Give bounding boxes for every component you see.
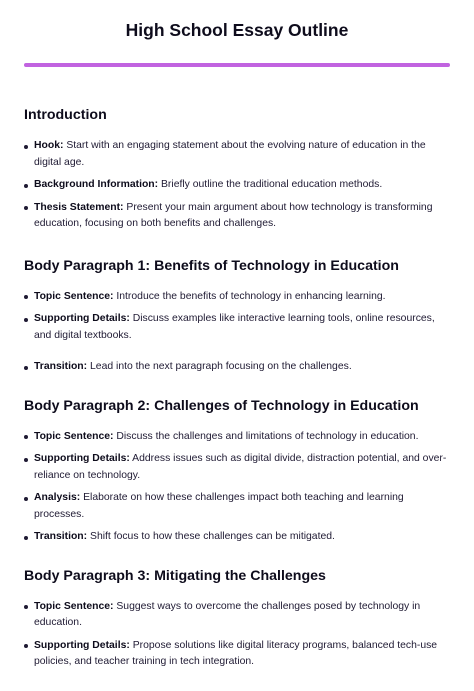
item-text: Introduce the benefits of technology in enhancing learning.: [113, 290, 386, 302]
bullet-list: [24, 599, 448, 671]
item-text: Suggest ways to overcome the challenges posed by technology in education.: [34, 600, 421, 628]
section-heading: Introduction: [24, 107, 107, 123]
item-label: Topic Sentence:: [34, 290, 114, 302]
item-text: Briefly outline the traditional education methods.: [158, 179, 383, 190]
item-text: Discuss examples like interactive learning tools, online resources, and digital textbooks.: [34, 313, 435, 341]
item-label: Topic Sentence:: [34, 430, 114, 442]
section-heading: Body Paragraph 1: Benefits of Technology in Education: [24, 257, 399, 274]
bullet-list: [24, 429, 448, 546]
list-item: [24, 638, 448, 671]
item-label: Transition:: [34, 531, 88, 542]
page-title: High School Essay Outline: [125, 20, 349, 40]
item-label: Background Information:: [34, 179, 159, 190]
section-heading: Body Paragraph 3: Mitigating the Challenges: [24, 567, 326, 584]
item-text: Lead into the next paragraph focusing on the challenges.: [87, 361, 352, 372]
item-label: Supporting Details:: [34, 313, 130, 324]
item-text: Start with an engaging statement about the evolving nature of education in the digital age.: [34, 140, 426, 168]
item-text: Address issues such as digital divide, distraction potential, and over-reliance on technology.: [34, 453, 447, 481]
item-text: Shift focus to how these challenges can be mitigated.: [87, 531, 335, 542]
item-text: Propose solutions like digital literacy programs, balanced tech-use policies, and teacher training in tech integration.: [34, 639, 438, 667]
item-label: Hook:: [34, 140, 64, 151]
section-introduction: [24, 105, 448, 233]
item-label: Topic Sentence:: [34, 600, 114, 612]
item-label: Thesis Statement:: [34, 201, 124, 213]
list-item: [24, 429, 448, 446]
list-item: [24, 359, 448, 376]
list-item: [24, 451, 448, 484]
item-text: Elaborate on how these challenges impact both teaching and learning processes.: [34, 492, 404, 520]
item-text: Discuss the challenges and limitations of technology in education.: [113, 430, 419, 442]
list-item: [24, 200, 448, 233]
list-item: [24, 289, 448, 306]
section-body-paragraph-1: [24, 256, 448, 376]
section-body-paragraph-2: [24, 396, 448, 546]
list-item: [24, 311, 448, 344]
bullet-list: [24, 138, 448, 233]
section-heading: Body Paragraph 2: Challenges of Technology in Education: [24, 397, 419, 414]
list-item: [24, 490, 448, 523]
item-label: Supporting Details:: [34, 453, 130, 464]
outline-content: [24, 105, 448, 691]
item-text: Present your main argument about how technology is transforming education, focusing on both benefits and challenges.: [34, 201, 433, 229]
list-item: [24, 529, 448, 546]
list-item: [24, 177, 448, 194]
title-divider: [24, 63, 450, 67]
list-item: [24, 599, 448, 632]
section-body-paragraph-3: [24, 566, 448, 671]
item-label: Supporting Details:: [34, 639, 130, 651]
list-item: [24, 138, 448, 171]
bullet-list: [24, 289, 448, 376]
item-label: Analysis:: [34, 492, 81, 503]
item-label: Transition:: [34, 361, 88, 372]
